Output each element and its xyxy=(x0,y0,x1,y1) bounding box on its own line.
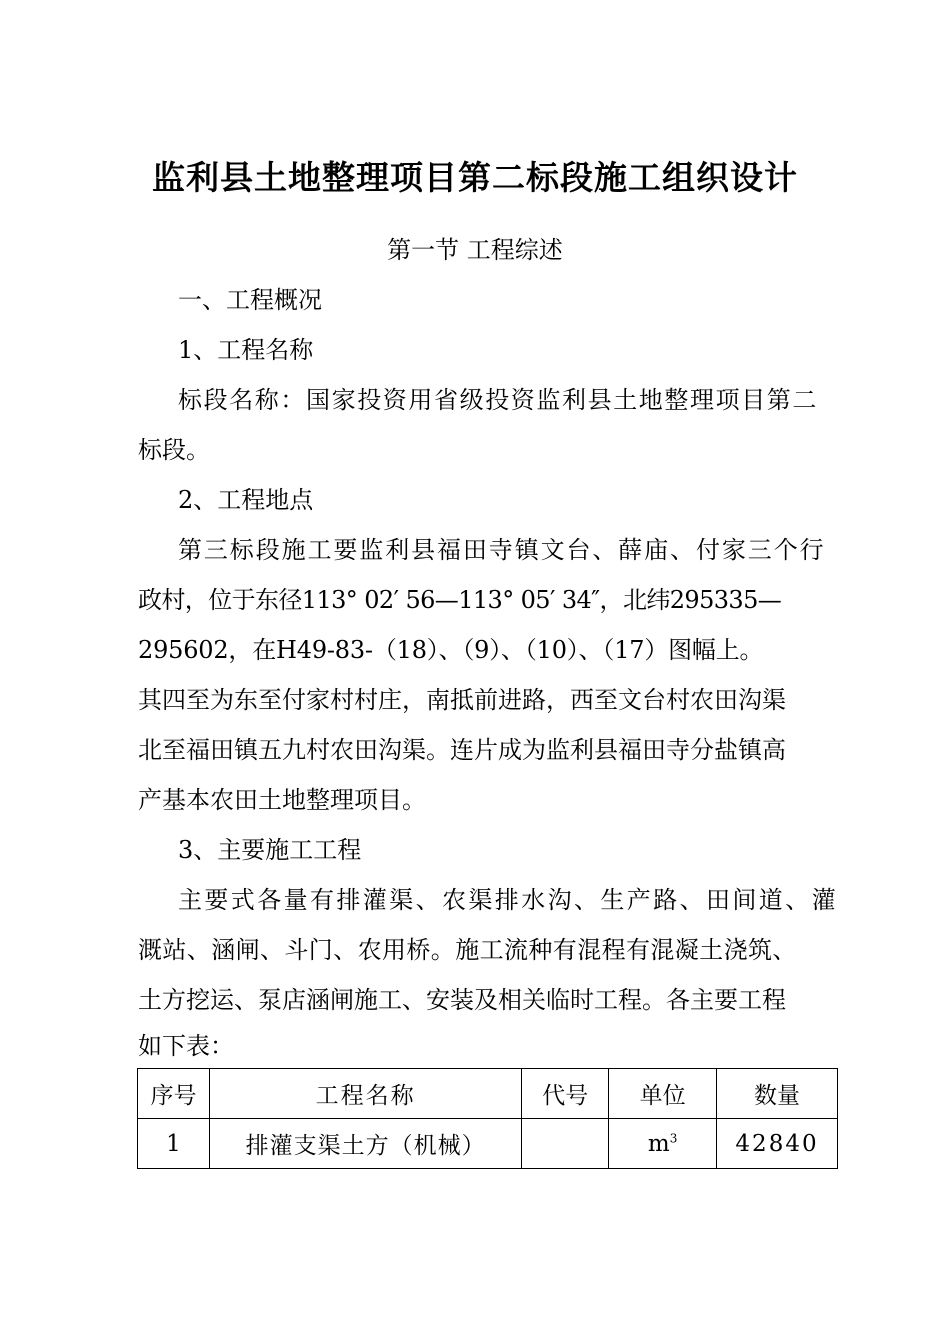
paragraph-line: 主要式各量有排灌渠、农渠排水沟、生产路、田间道、灌 xyxy=(178,886,838,914)
table-header-row xyxy=(138,1069,838,1119)
table-cell-code xyxy=(522,1119,609,1169)
table-header-cell: 序号 xyxy=(138,1069,210,1119)
unit-text: m xyxy=(647,1130,670,1157)
table-header-cell: 数量 xyxy=(717,1069,838,1119)
paragraph-line: 其四至为东至付家村村庄，南抵前进路，西至文台村农田沟渠 xyxy=(138,686,786,714)
paragraph-line: 295602，在H49-83-（18）、（9）、（10）、（17）图幅上。 xyxy=(138,636,764,664)
heading-project-location: 2、工程地点 xyxy=(178,486,314,514)
table-cell-name: 排灌支渠土方（机械） xyxy=(209,1119,521,1169)
paragraph-line: 标段。 xyxy=(138,436,210,464)
table-header-cell: 工程名称 xyxy=(209,1069,521,1119)
paragraph-line: 第三标段施工要监利县福田寺镇文台、薛庙、付家三个行 xyxy=(178,536,826,564)
unit-superscript: 3 xyxy=(669,1130,678,1145)
paragraph-line: 溉站、涵闸、斗门、农用桥。施工流种有混程有混凝土浇筑、 xyxy=(138,936,797,964)
heading-main-works: 3、主要施工工程 xyxy=(178,836,362,864)
table-cell-unit xyxy=(609,1119,717,1169)
paragraph-line: 如下表： xyxy=(138,1032,234,1060)
heading-overview: 一、工程概况 xyxy=(178,286,322,314)
table-header-cell: 单位 xyxy=(609,1069,717,1119)
paragraph-line: 标段名称：国家投资用省级投资监利县土地整理项目第二 xyxy=(178,386,818,414)
table-cell-no: 1 xyxy=(138,1119,210,1169)
table-cell-qty: 42840 xyxy=(717,1119,838,1169)
works-table xyxy=(137,1068,838,1169)
section-title: 第一节 工程综述 xyxy=(387,236,563,264)
heading-project-name: 1、工程名称 xyxy=(178,336,314,364)
paragraph-line: 政村，位于东径113° 02′ 56—113° 05′ 34″，北纬295335— xyxy=(138,586,782,614)
table-header-cell: 代号 xyxy=(522,1069,609,1119)
paragraph-line: 土方挖运、泵店涵闸施工、安装及相关临时工程。各主要工程 xyxy=(138,986,786,1014)
table-row xyxy=(138,1119,838,1169)
paragraph-line: 产基本农田土地整理项目。 xyxy=(138,786,426,814)
document-title: 监利县土地整理项目第二标段施工组织设计 xyxy=(152,158,798,197)
paragraph-line: 北至福田镇五九村农田沟渠。连片成为监利县福田寺分盐镇高 xyxy=(138,736,786,764)
